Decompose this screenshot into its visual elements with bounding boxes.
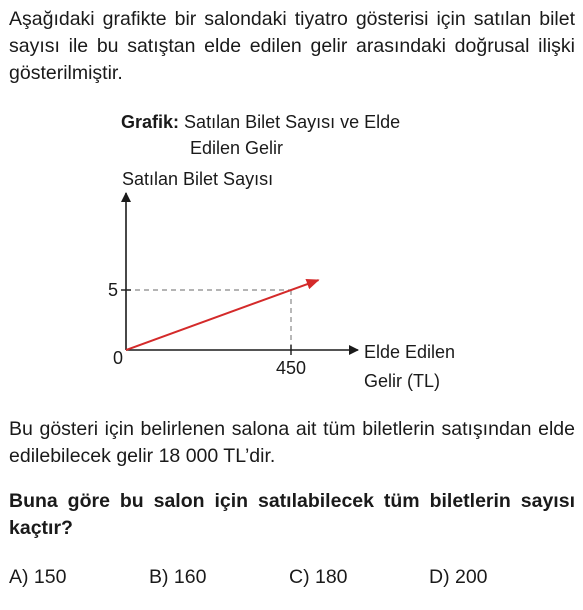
caption-title-line1: Satılan Bilet Sayısı ve Elde [184, 112, 401, 132]
x-tick-label: 450 [275, 358, 307, 378]
x-axis-label-line1: Elde Edilen [364, 342, 456, 362]
caption-title-line2: Edilen Gelir [190, 138, 284, 158]
y-tick-label: 5 [107, 280, 118, 300]
intro-text: Aşağıdaki grafikte bir salondaki tiyatro gösterisi için satılan bilet sayısı ile bu satıştan elde edilen gelir arasındaki doğrusal ilişki gösterilmiştir. [9, 8, 575, 84]
choice-a[interactable]: A) 150 [9, 566, 67, 588]
choice-d[interactable]: D) 200 [429, 566, 488, 588]
choice-c[interactable]: C) 180 [289, 566, 348, 588]
question-text: Buna göre bu salon için satılabilecek tüm biletlerin sayısı kaçtır? [9, 490, 575, 539]
problem-statement: Bu gösteri için belirlenen salona ait tüm biletlerin satışından elde edilebilecek gelir 18 000 TL’dir. [9, 418, 575, 467]
x-axis-label-line2: Gelir (TL) [364, 371, 440, 391]
y-axis-label: Satılan Bilet Sayısı [122, 169, 274, 189]
caption-label: Grafik: [121, 112, 180, 132]
choice-b[interactable]: B) 160 [149, 566, 207, 588]
origin-label: 0 [113, 348, 124, 368]
